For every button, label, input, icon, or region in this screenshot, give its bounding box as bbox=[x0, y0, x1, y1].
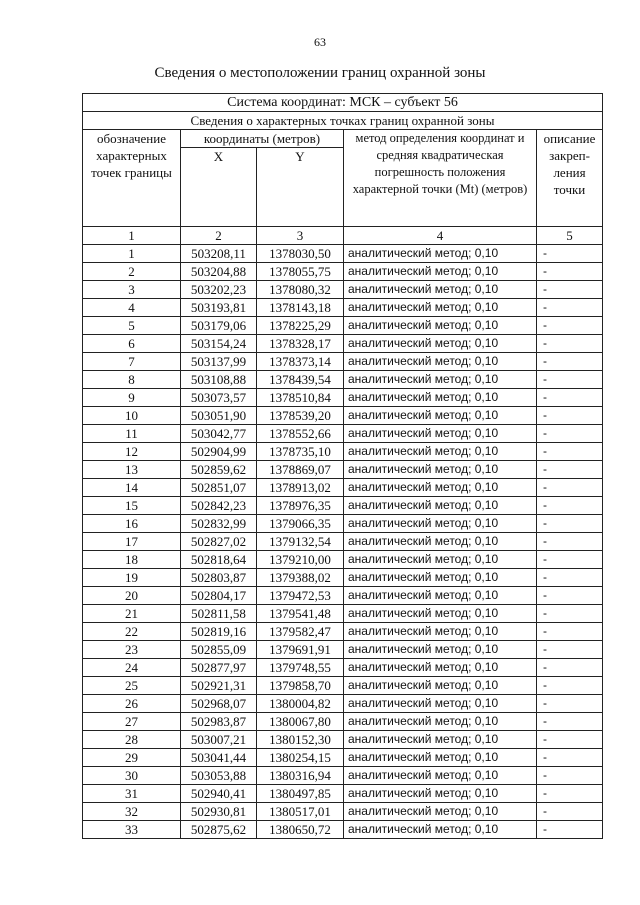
table-row bbox=[83, 677, 603, 695]
x-cell: 502832,99 bbox=[181, 515, 257, 533]
y-cell: 1378373,14 bbox=[257, 353, 344, 371]
x-cell: 503042,77 bbox=[181, 425, 257, 443]
y-cell: 1379472,53 bbox=[257, 587, 344, 605]
method-cell: аналитический метод; 0,10 bbox=[344, 569, 537, 587]
table-row bbox=[83, 263, 603, 281]
x-cell: 502921,31 bbox=[181, 677, 257, 695]
method-cell: аналитический метод; 0,10 bbox=[344, 677, 537, 695]
y-cell: 1379541,48 bbox=[257, 605, 344, 623]
header-description: описание закреп-ления точки bbox=[537, 130, 603, 227]
point-cell: 6 bbox=[83, 335, 181, 353]
description-cell: - bbox=[537, 803, 603, 821]
x-cell: 502818,64 bbox=[181, 551, 257, 569]
header-point: обозначение характерных точек границы bbox=[83, 130, 181, 227]
x-cell: 503208,11 bbox=[181, 245, 257, 263]
method-cell: аналитический метод; 0,10 bbox=[344, 425, 537, 443]
table-row bbox=[83, 443, 603, 461]
description-cell: - bbox=[537, 479, 603, 497]
point-cell: 5 bbox=[83, 317, 181, 335]
table-row bbox=[83, 605, 603, 623]
point-cell: 18 bbox=[83, 551, 181, 569]
x-cell: 502940,41 bbox=[181, 785, 257, 803]
table-row bbox=[83, 641, 603, 659]
header-method: метод определения координат и средняя квадратическая погрешность положения характерной точки (Mt) (метров) bbox=[344, 130, 537, 227]
y-cell: 1379210,00 bbox=[257, 551, 344, 569]
method-cell: аналитический метод; 0,10 bbox=[344, 605, 537, 623]
description-cell: - bbox=[537, 263, 603, 281]
description-cell: - bbox=[537, 371, 603, 389]
point-cell: 26 bbox=[83, 695, 181, 713]
description-cell: - bbox=[537, 533, 603, 551]
point-cell: 11 bbox=[83, 425, 181, 443]
x-cell: 502804,17 bbox=[181, 587, 257, 605]
point-cell: 19 bbox=[83, 569, 181, 587]
method-cell: аналитический метод; 0,10 bbox=[344, 317, 537, 335]
header-y: Y bbox=[257, 148, 344, 227]
description-cell: - bbox=[537, 767, 603, 785]
point-cell: 33 bbox=[83, 821, 181, 839]
x-cell: 502930,81 bbox=[181, 803, 257, 821]
point-cell: 1 bbox=[83, 245, 181, 263]
table-row bbox=[83, 461, 603, 479]
method-cell: аналитический метод; 0,10 bbox=[344, 443, 537, 461]
y-cell: 1378552,66 bbox=[257, 425, 344, 443]
y-cell: 1378510,84 bbox=[257, 389, 344, 407]
description-cell: - bbox=[537, 569, 603, 587]
column-number: 3 bbox=[257, 227, 344, 245]
y-cell: 1378030,50 bbox=[257, 245, 344, 263]
coordinate-system-row bbox=[83, 94, 603, 112]
x-cell: 503202,23 bbox=[181, 281, 257, 299]
description-cell: - bbox=[537, 299, 603, 317]
x-cell: 502803,87 bbox=[181, 569, 257, 587]
x-cell: 503154,24 bbox=[181, 335, 257, 353]
method-cell: аналитический метод; 0,10 bbox=[344, 767, 537, 785]
x-cell: 503137,99 bbox=[181, 353, 257, 371]
method-cell: аналитический метод; 0,10 bbox=[344, 299, 537, 317]
table-row bbox=[83, 317, 603, 335]
method-cell: аналитический метод; 0,10 bbox=[344, 695, 537, 713]
x-cell: 502983,87 bbox=[181, 713, 257, 731]
x-cell: 502811,58 bbox=[181, 605, 257, 623]
point-cell: 24 bbox=[83, 659, 181, 677]
method-cell: аналитический метод; 0,10 bbox=[344, 587, 537, 605]
description-cell: - bbox=[537, 749, 603, 767]
table-row bbox=[83, 767, 603, 785]
column-number: 2 bbox=[181, 227, 257, 245]
point-cell: 4 bbox=[83, 299, 181, 317]
method-cell: аналитический метод; 0,10 bbox=[344, 785, 537, 803]
table-row bbox=[83, 569, 603, 587]
point-cell: 30 bbox=[83, 767, 181, 785]
method-cell: аналитический метод; 0,10 bbox=[344, 353, 537, 371]
description-cell: - bbox=[537, 515, 603, 533]
description-cell: - bbox=[537, 623, 603, 641]
table-row bbox=[83, 353, 603, 371]
point-cell: 25 bbox=[83, 677, 181, 695]
x-cell: 503051,90 bbox=[181, 407, 257, 425]
method-cell: аналитический метод; 0,10 bbox=[344, 245, 537, 263]
point-cell: 31 bbox=[83, 785, 181, 803]
point-cell: 20 bbox=[83, 587, 181, 605]
method-cell: аналитический метод; 0,10 bbox=[344, 515, 537, 533]
table-row bbox=[83, 821, 603, 839]
method-cell: аналитический метод; 0,10 bbox=[344, 479, 537, 497]
description-cell: - bbox=[537, 245, 603, 263]
y-cell: 1378539,20 bbox=[257, 407, 344, 425]
point-cell: 15 bbox=[83, 497, 181, 515]
coordinates-table bbox=[82, 93, 603, 839]
x-cell: 502819,16 bbox=[181, 623, 257, 641]
y-cell: 1380067,80 bbox=[257, 713, 344, 731]
table-body bbox=[83, 245, 603, 839]
x-cell: 502968,07 bbox=[181, 695, 257, 713]
point-cell: 28 bbox=[83, 731, 181, 749]
table-row bbox=[83, 479, 603, 497]
y-cell: 1378080,32 bbox=[257, 281, 344, 299]
description-cell: - bbox=[537, 497, 603, 515]
table-row bbox=[83, 281, 603, 299]
table-row bbox=[83, 245, 603, 263]
y-cell: 1380152,30 bbox=[257, 731, 344, 749]
document-title: Сведения о местоположении границ охранной зоны bbox=[154, 65, 486, 81]
column-number: 4 bbox=[344, 227, 537, 245]
y-cell: 1380004,82 bbox=[257, 695, 344, 713]
y-cell: 1378439,54 bbox=[257, 371, 344, 389]
description-cell: - bbox=[537, 713, 603, 731]
y-cell: 1380316,94 bbox=[257, 767, 344, 785]
method-cell: аналитический метод; 0,10 bbox=[344, 641, 537, 659]
x-cell: 503204,88 bbox=[181, 263, 257, 281]
description-cell: - bbox=[537, 677, 603, 695]
method-cell: аналитический метод; 0,10 bbox=[344, 371, 537, 389]
x-cell: 503073,57 bbox=[181, 389, 257, 407]
y-cell: 1378735,10 bbox=[257, 443, 344, 461]
description-cell: - bbox=[537, 353, 603, 371]
x-cell: 502855,09 bbox=[181, 641, 257, 659]
y-cell: 1378869,07 bbox=[257, 461, 344, 479]
y-cell: 1380497,85 bbox=[257, 785, 344, 803]
table-row bbox=[83, 551, 603, 569]
method-cell: аналитический метод; 0,10 bbox=[344, 659, 537, 677]
description-cell: - bbox=[537, 551, 603, 569]
description-cell: - bbox=[537, 785, 603, 803]
info-row bbox=[83, 112, 603, 130]
x-cell: 503007,21 bbox=[181, 731, 257, 749]
description-cell: - bbox=[537, 659, 603, 677]
coordinate-system: Система координат: МСК – субъект 56 bbox=[83, 94, 603, 112]
method-cell: аналитический метод; 0,10 bbox=[344, 749, 537, 767]
method-cell: аналитический метод; 0,10 bbox=[344, 281, 537, 299]
point-cell: 8 bbox=[83, 371, 181, 389]
table-row bbox=[83, 533, 603, 551]
header-row bbox=[83, 130, 603, 148]
y-cell: 1379132,54 bbox=[257, 533, 344, 551]
y-cell: 1380254,15 bbox=[257, 749, 344, 767]
x-cell: 502904,99 bbox=[181, 443, 257, 461]
method-cell: аналитический метод; 0,10 bbox=[344, 497, 537, 515]
x-cell: 503179,06 bbox=[181, 317, 257, 335]
point-cell: 22 bbox=[83, 623, 181, 641]
description-cell: - bbox=[537, 605, 603, 623]
description-cell: - bbox=[537, 281, 603, 299]
description-cell: - bbox=[537, 695, 603, 713]
page-number: 63 bbox=[314, 35, 326, 49]
header-x: X bbox=[181, 148, 257, 227]
y-cell: 1379858,70 bbox=[257, 677, 344, 695]
table-row bbox=[83, 749, 603, 767]
x-cell: 503053,88 bbox=[181, 767, 257, 785]
column-number: 1 bbox=[83, 227, 181, 245]
description-cell: - bbox=[537, 443, 603, 461]
point-cell: 21 bbox=[83, 605, 181, 623]
method-cell: аналитический метод; 0,10 bbox=[344, 803, 537, 821]
table-row bbox=[83, 425, 603, 443]
y-cell: 1378976,35 bbox=[257, 497, 344, 515]
description-cell: - bbox=[537, 407, 603, 425]
y-cell: 1380650,72 bbox=[257, 821, 344, 839]
x-cell: 503041,44 bbox=[181, 749, 257, 767]
table-row bbox=[83, 371, 603, 389]
y-cell: 1380517,01 bbox=[257, 803, 344, 821]
x-cell: 502859,62 bbox=[181, 461, 257, 479]
description-cell: - bbox=[537, 317, 603, 335]
y-cell: 1378143,18 bbox=[257, 299, 344, 317]
table-row bbox=[83, 587, 603, 605]
point-cell: 12 bbox=[83, 443, 181, 461]
point-cell: 9 bbox=[83, 389, 181, 407]
y-cell: 1379691,91 bbox=[257, 641, 344, 659]
table-caption: Сведения о характерных точках границ охранной зоны bbox=[83, 112, 603, 130]
x-cell: 502877,97 bbox=[181, 659, 257, 677]
table-row bbox=[83, 713, 603, 731]
description-cell: - bbox=[537, 335, 603, 353]
description-cell: - bbox=[537, 587, 603, 605]
y-cell: 1379388,02 bbox=[257, 569, 344, 587]
point-cell: 10 bbox=[83, 407, 181, 425]
point-cell: 32 bbox=[83, 803, 181, 821]
x-cell: 502851,07 bbox=[181, 479, 257, 497]
point-cell: 13 bbox=[83, 461, 181, 479]
method-cell: аналитический метод; 0,10 bbox=[344, 533, 537, 551]
point-cell: 27 bbox=[83, 713, 181, 731]
point-cell: 17 bbox=[83, 533, 181, 551]
point-cell: 29 bbox=[83, 749, 181, 767]
table-row bbox=[83, 299, 603, 317]
table-row bbox=[83, 785, 603, 803]
table-row bbox=[83, 695, 603, 713]
description-cell: - bbox=[537, 425, 603, 443]
description-cell: - bbox=[537, 821, 603, 839]
table-row bbox=[83, 623, 603, 641]
table-row bbox=[83, 731, 603, 749]
point-cell: 14 bbox=[83, 479, 181, 497]
method-cell: аналитический метод; 0,10 bbox=[344, 407, 537, 425]
method-cell: аналитический метод; 0,10 bbox=[344, 335, 537, 353]
y-cell: 1379582,47 bbox=[257, 623, 344, 641]
y-cell: 1379066,35 bbox=[257, 515, 344, 533]
column-numbers-row bbox=[83, 227, 603, 245]
x-cell: 502875,62 bbox=[181, 821, 257, 839]
y-cell: 1378055,75 bbox=[257, 263, 344, 281]
table-row bbox=[83, 389, 603, 407]
x-cell: 503108,88 bbox=[181, 371, 257, 389]
table-row bbox=[83, 803, 603, 821]
table-row bbox=[83, 515, 603, 533]
method-cell: аналитический метод; 0,10 bbox=[344, 821, 537, 839]
description-cell: - bbox=[537, 641, 603, 659]
x-cell: 502827,02 bbox=[181, 533, 257, 551]
table-row bbox=[83, 659, 603, 677]
method-cell: аналитический метод; 0,10 bbox=[344, 389, 537, 407]
method-cell: аналитический метод; 0,10 bbox=[344, 713, 537, 731]
y-cell: 1378913,02 bbox=[257, 479, 344, 497]
point-cell: 16 bbox=[83, 515, 181, 533]
x-cell: 502842,23 bbox=[181, 497, 257, 515]
method-cell: аналитический метод; 0,10 bbox=[344, 623, 537, 641]
table-row bbox=[83, 335, 603, 353]
table-row bbox=[83, 407, 603, 425]
description-cell: - bbox=[537, 461, 603, 479]
point-cell: 2 bbox=[83, 263, 181, 281]
y-cell: 1379748,55 bbox=[257, 659, 344, 677]
point-cell: 3 bbox=[83, 281, 181, 299]
table-row bbox=[83, 497, 603, 515]
method-cell: аналитический метод; 0,10 bbox=[344, 263, 537, 281]
description-cell: - bbox=[537, 731, 603, 749]
y-cell: 1378225,29 bbox=[257, 317, 344, 335]
method-cell: аналитический метод; 0,10 bbox=[344, 731, 537, 749]
method-cell: аналитический метод; 0,10 bbox=[344, 551, 537, 569]
point-cell: 7 bbox=[83, 353, 181, 371]
point-cell: 23 bbox=[83, 641, 181, 659]
description-cell: - bbox=[537, 389, 603, 407]
method-cell: аналитический метод; 0,10 bbox=[344, 461, 537, 479]
x-cell: 503193,81 bbox=[181, 299, 257, 317]
header-coords: координаты (метров) bbox=[181, 130, 344, 148]
column-number: 5 bbox=[537, 227, 603, 245]
y-cell: 1378328,17 bbox=[257, 335, 344, 353]
